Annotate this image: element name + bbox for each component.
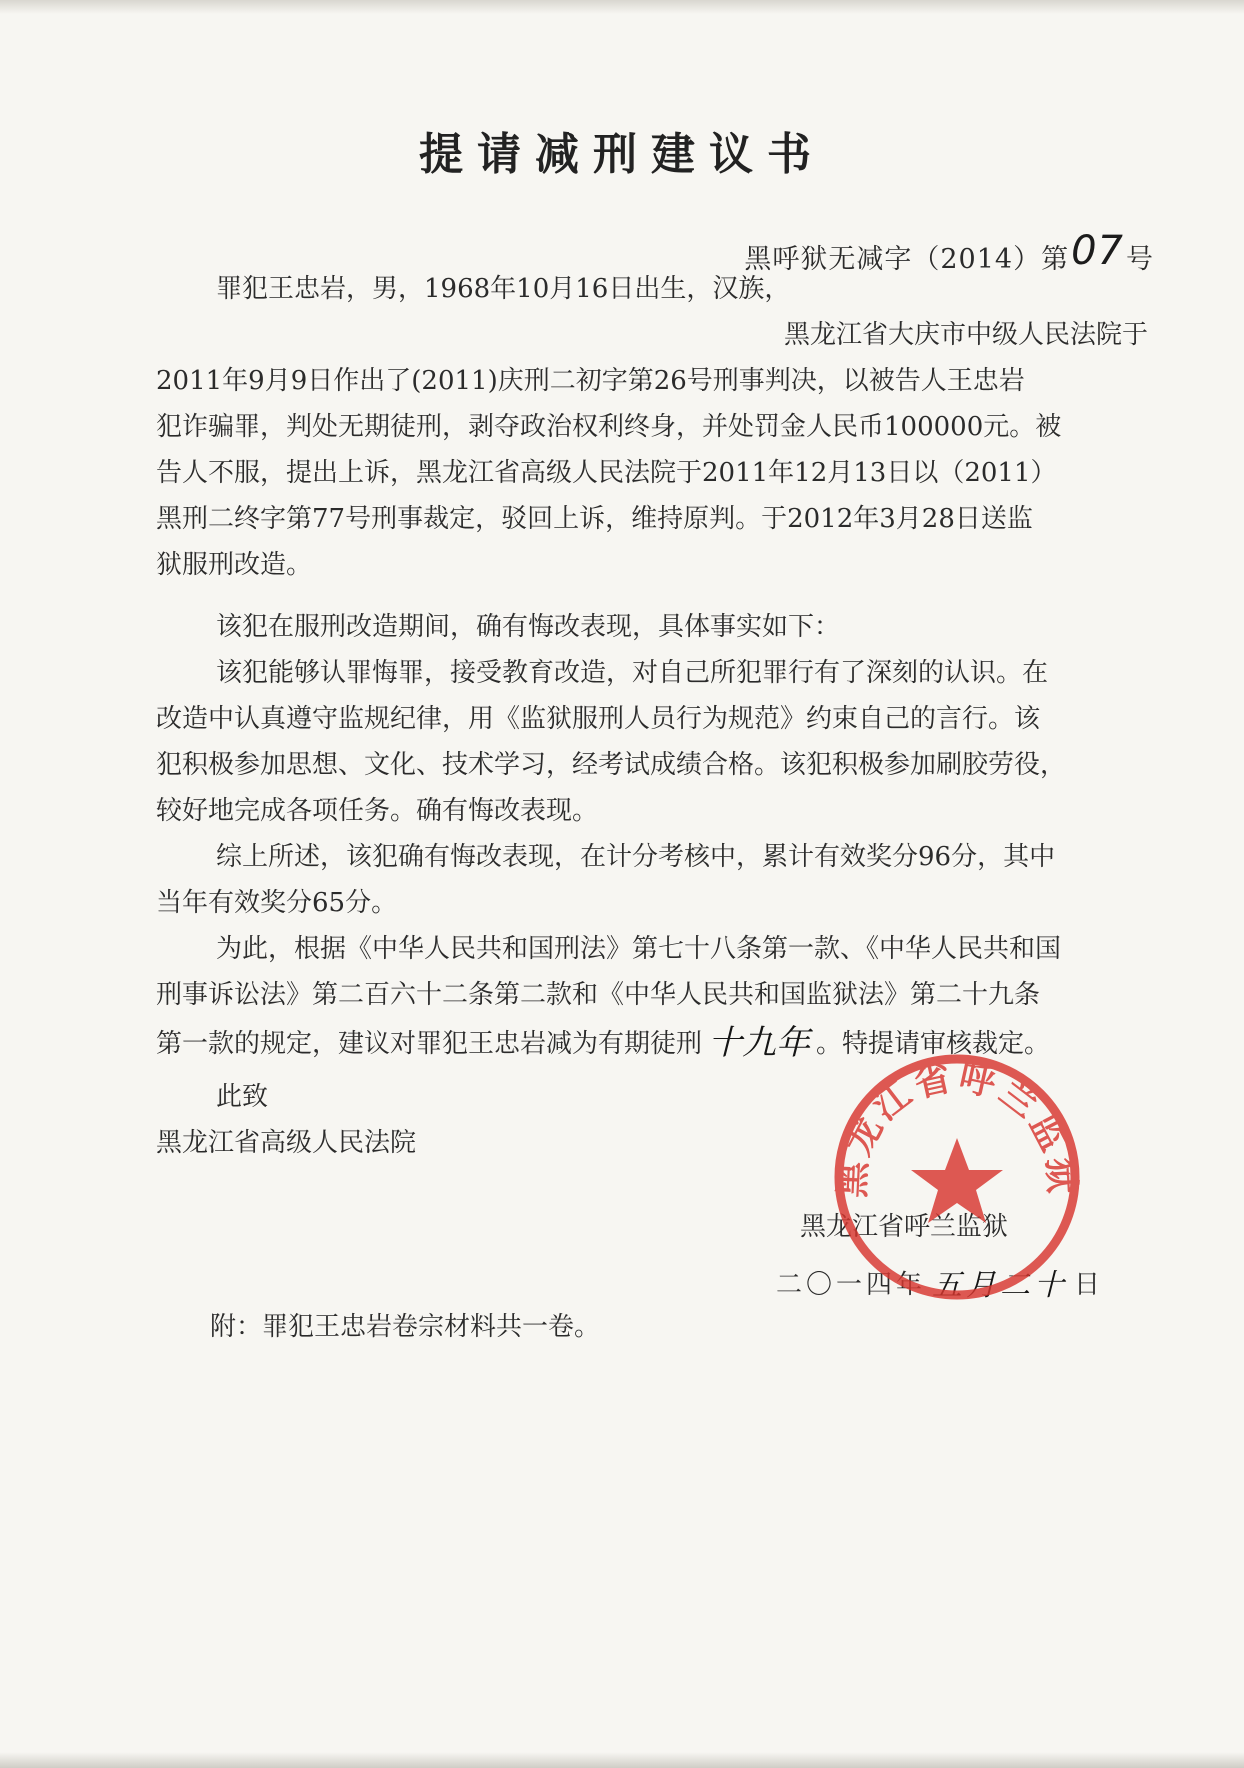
- paragraph-line: 综上所述，该犯确有悔改表现，在计分考核中，累计有效奖分96分，其中: [216, 842, 1056, 872]
- paragraph-line: 犯诈骗罪，判处无期徒刑，剥夺政治权利终身，并处罚金人民币100000元。被: [156, 412, 1062, 442]
- seal-star-icon: [911, 1138, 1003, 1223]
- document-title: 提请减刑建议书: [419, 129, 825, 180]
- paragraph-line: 黑刑二终字第77号刑事裁定，驳回上诉，维持原判。于2012年3月28日送监: [156, 504, 1033, 534]
- paragraph-line: 较好地完成各项任务。确有悔改表现。: [156, 796, 599, 826]
- paragraph-line: 刑事诉讼法》第二百六十二条第二款和《中华人民共和国监狱法》第二十九条: [156, 980, 1041, 1010]
- paragraph-line: 2011年9月9日作出了(2011)庆刑二初字第26号刑事判决，以被告人王忠岩: [156, 366, 1025, 396]
- recommendation-prefix: 第一款的规定，建议对罪犯王忠岩减为有期徒刑: [156, 1029, 703, 1059]
- paragraph-intro: [156, 604, 1148, 650]
- paragraph-line: 为此，根据《中华人民共和国刑法》第七十八条第一款、《中华人民共和国: [216, 934, 1062, 964]
- paragraph-line: 犯积极参加思想、文化、技术学习，经考试成绩合格。该犯积极参加刷胶劳役，: [156, 750, 1067, 780]
- recommendation-suffix: 。特提请审核裁定。: [816, 1029, 1051, 1059]
- seal-text: 黑龙江省呼兰监狱: [831, 1056, 1083, 1199]
- official-seal: [826, 1046, 1088, 1308]
- paragraph-summary: [156, 834, 1148, 926]
- paragraph-line: 狱服刑改造。: [156, 550, 313, 580]
- date-suffix: 日: [1074, 1270, 1105, 1300]
- document-number-prefix: 黑呼狱无减字（2014）第: [744, 244, 1070, 275]
- closing-salutation: 此致: [216, 1082, 269, 1112]
- paragraph-facts: [156, 650, 1148, 834]
- paragraph-line: 罪犯王忠岩，男，1968年10月16日出生，汉族，: [216, 274, 791, 304]
- scan-edge-top: [0, 0, 1244, 14]
- scan-edge-bottom: [0, 1752, 1244, 1768]
- paragraph-criminal-record: [156, 266, 1148, 588]
- date-handwritten: 五月二十: [932, 1268, 1069, 1303]
- paragraph-line: 当年有效奖分65分。: [156, 888, 398, 918]
- paragraph-line: 该犯在服刑改造期间，确有悔改表现，具体事实如下：: [216, 612, 841, 642]
- date-prefix: 二〇一四年: [776, 1270, 927, 1300]
- issuer-name: 黑龙江省呼兰监狱: [800, 1212, 1009, 1242]
- paragraph-line: 该犯能够认罪悔罪，接受教育改造，对自己所犯罪行有了深刻的认识。在: [216, 658, 1049, 688]
- attachment-note: 附：罪犯王忠岩卷宗材料共一卷。: [210, 1312, 601, 1342]
- document-number-suffix: 号: [1126, 244, 1154, 275]
- recipient: 黑龙江省高级人民法院: [156, 1128, 417, 1158]
- paragraph-line: 告人不服，提出上诉，黑龙江省高级人民法院于2011年12月13日以（2011）: [156, 458, 1057, 488]
- handwritten-sentence: 十九年: [708, 1023, 811, 1063]
- paragraph-line: 黑龙江省大庆市中级人民法院于: [783, 320, 1148, 350]
- document-number-handwritten: 07: [1071, 228, 1124, 274]
- paragraph-line: 改造中认真遵守监规纪律，用《监狱服刑人员行为规范》约束自己的言行。该: [156, 704, 1041, 734]
